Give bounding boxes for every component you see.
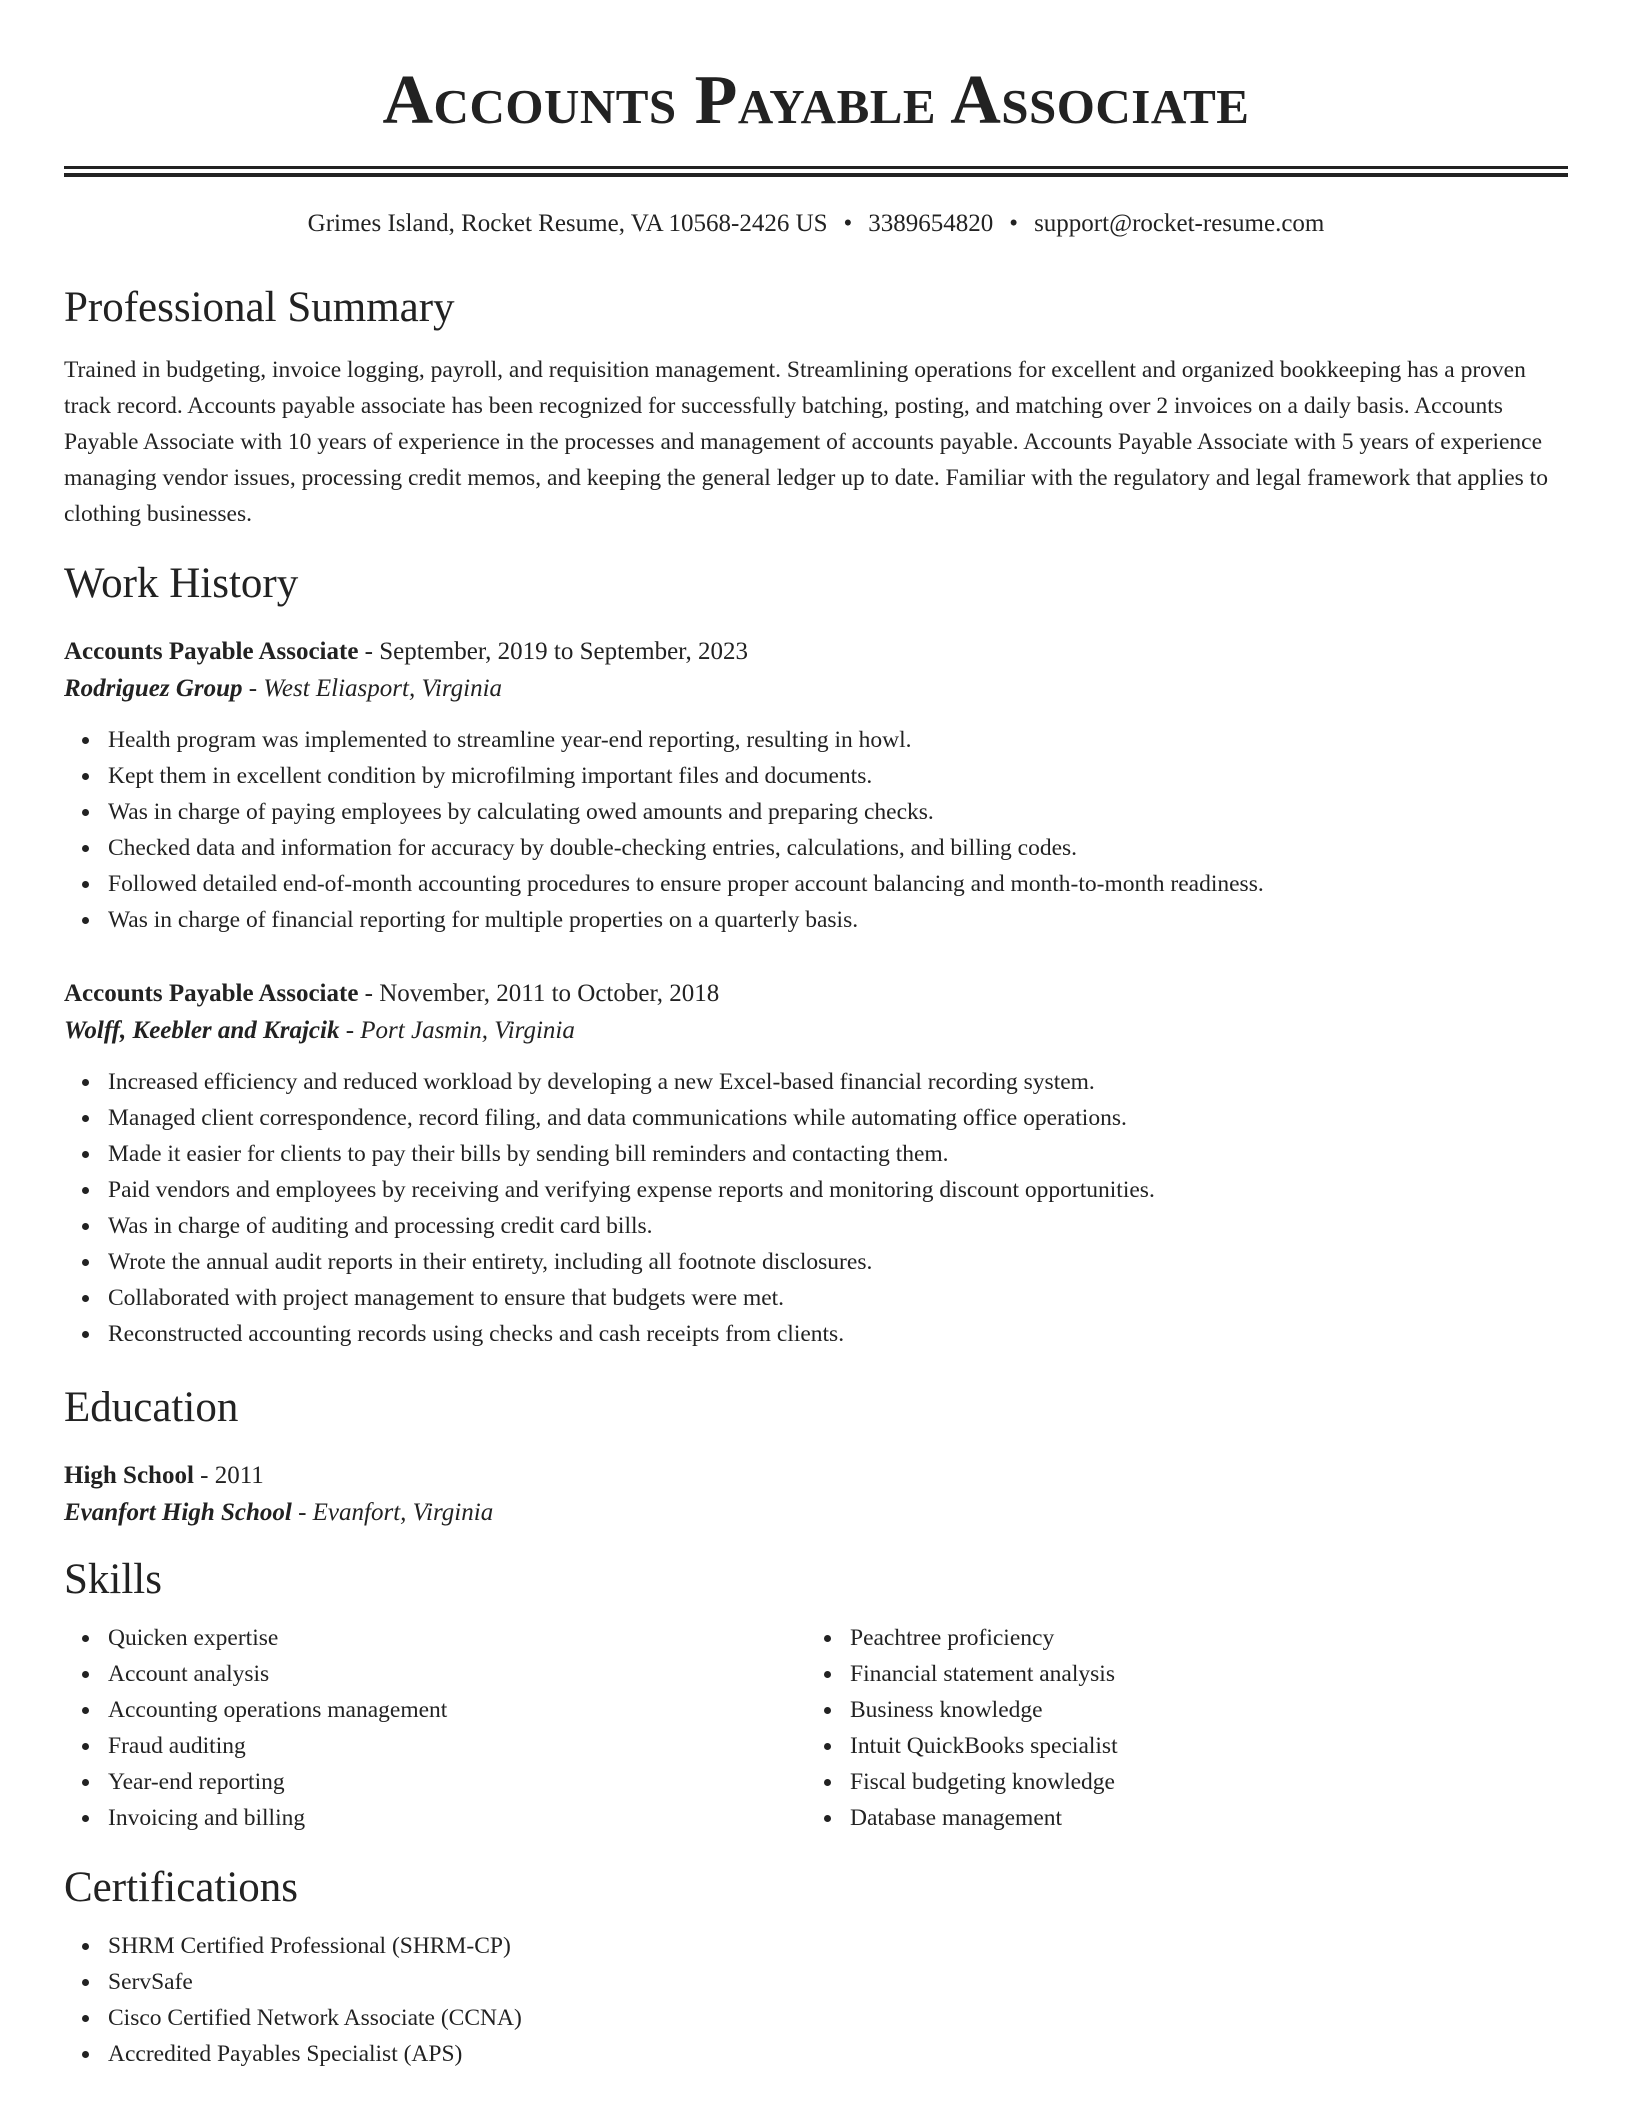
- summary-heading: Professional Summary: [64, 284, 455, 331]
- skills-bullets-right: [806, 1620, 1548, 1836]
- job-bullet: Wrote the annual audit reports in their entirety, including all footnote disclosures.: [108, 1244, 1568, 1280]
- job-role: Accounts Payable Associate: [64, 980, 359, 1007]
- job-title-line: [64, 976, 1568, 1012]
- skill-item: Invoicing and billing: [108, 1800, 806, 1836]
- job-bullet: Health program was implemented to streamline year-end reporting, resulting in howl.: [108, 722, 1568, 758]
- skills-bullets-left: [64, 1620, 806, 1836]
- education-year: - 2011: [193, 1462, 264, 1489]
- job-bullet: Made it easier for clients to pay their bills by sending bill reminders and contacting them.: [108, 1136, 1568, 1172]
- job-bullet: Collaborated with project management to ensure that budgets were met.: [108, 1280, 1568, 1316]
- education-degree-line: [64, 1458, 1568, 1494]
- contact-separator: •: [1009, 210, 1019, 237]
- job-bullet: Checked data and information for accuracy by double-checking entries, calculations, and billing codes.: [108, 830, 1568, 866]
- job-bullet: Managed client correspondence, record filing, and data communications while automating office operations.: [108, 1100, 1568, 1136]
- education-location: - Evanfort, Virginia: [291, 1499, 494, 1526]
- work-history-heading: Work History: [64, 560, 299, 607]
- job-location: - Port Jasmin, Virginia: [339, 1017, 575, 1044]
- job-location: - West Eliasport, Virginia: [242, 675, 503, 702]
- skill-item: Financial statement analysis: [850, 1656, 1548, 1692]
- contact-line: [64, 208, 1568, 240]
- job-company: Wolff, Keebler and Krajcik: [64, 1017, 340, 1044]
- summary-text: Trained in budgeting, invoice logging, payroll, and requisition management. Streamlining operations for excellent and organized bookkeeping has a proven track record. Accounts payable associate has been recognized for successfully batching, posting, and matching over 2 invoices on a daily basis. Accounts Payable Associate with 10 years of experience in the processes and management of accounts payable. Accounts Payable Associate with 5 years of experience managing vendor issues, processing credit memos, and keeping the general ledger up to date. Familiar with the regulatory and legal framework that applies to clothing businesses.: [64, 357, 1548, 527]
- job-bullet: Followed detailed end-of-month accounting procedures to ensure proper account balancing and month-to-month readiness.: [108, 866, 1568, 902]
- skill-item: Year-end reporting: [108, 1764, 806, 1800]
- job-bullet: Reconstructed accounting records using checks and cash receipts from clients.: [108, 1316, 1568, 1352]
- contact-phone: 3389654820: [868, 210, 994, 237]
- skill-item: Account analysis: [108, 1656, 806, 1692]
- skill-item: Database management: [850, 1800, 1548, 1836]
- job-role: Accounts Payable Associate: [64, 638, 359, 665]
- job-bullet: Was in charge of financial reporting for multiple properties on a quarterly basis.: [108, 902, 1568, 938]
- certification-item: Accredited Payables Specialist (APS): [108, 2036, 1568, 2072]
- contact-address: Grimes Island, Rocket Resume, VA 10568-2426 US: [307, 210, 828, 237]
- skill-item: Fraud auditing: [108, 1728, 806, 1764]
- skill-item: Intuit QuickBooks specialist: [850, 1728, 1548, 1764]
- education-entry: [64, 1458, 1568, 1532]
- job-title-line: [64, 634, 1568, 670]
- contact-email: support@rocket-resume.com: [1034, 210, 1325, 237]
- skills-heading: Skills: [64, 1556, 162, 1603]
- certifications-list: [64, 1928, 1568, 2072]
- skill-item: Quicken expertise: [108, 1620, 806, 1656]
- job-dates: - November, 2011 to October, 2018: [358, 980, 720, 1007]
- job-bullet: Was in charge of paying employees by calculating owed amounts and preparing checks.: [108, 794, 1568, 830]
- education-degree: High School: [64, 1462, 194, 1489]
- job-bullets: [64, 722, 1568, 938]
- education-school-line: [64, 1494, 1568, 1532]
- certification-item: ServSafe: [108, 1964, 1568, 2000]
- title-double-rule: [64, 166, 1568, 177]
- resume-title: Accounts Payable Associate: [382, 62, 1250, 139]
- certification-item: Cisco Certified Network Associate (CCNA): [108, 2000, 1568, 2036]
- job-bullet: Kept them in excellent condition by microfilming important files and documents.: [108, 758, 1568, 794]
- skills-column-right: [806, 1620, 1548, 1836]
- job-company-line: [64, 1012, 1568, 1050]
- job-bullet: Paid vendors and employees by receiving and verifying expense reports and monitoring discount opportunities.: [108, 1172, 1568, 1208]
- skill-item: Business knowledge: [850, 1692, 1548, 1728]
- skill-item: Fiscal budgeting knowledge: [850, 1764, 1548, 1800]
- job-bullet: Was in charge of auditing and processing credit card bills.: [108, 1208, 1568, 1244]
- job-dates: - September, 2019 to September, 2023: [358, 638, 749, 665]
- skill-item: Accounting operations management: [108, 1692, 806, 1728]
- job-bullets: [64, 1064, 1568, 1352]
- job-bullet: Increased efficiency and reduced workload by developing a new Excel-based financial recording system.: [108, 1064, 1568, 1100]
- job-entry: [64, 634, 1568, 938]
- education-school: Evanfort High School: [64, 1499, 292, 1526]
- education-heading: Education: [64, 1384, 239, 1431]
- skills-list: [64, 1620, 1568, 1836]
- contact-separator: •: [843, 210, 853, 237]
- job-company-line: [64, 670, 1568, 708]
- certification-item: SHRM Certified Professional (SHRM-CP): [108, 1928, 1568, 1964]
- job-entry: [64, 976, 1568, 1352]
- job-company: Rodriguez Group: [64, 675, 243, 702]
- skill-item: Peachtree proficiency: [850, 1620, 1548, 1656]
- skills-column-left: [64, 1620, 806, 1836]
- certifications-heading: Certifications: [64, 1864, 299, 1911]
